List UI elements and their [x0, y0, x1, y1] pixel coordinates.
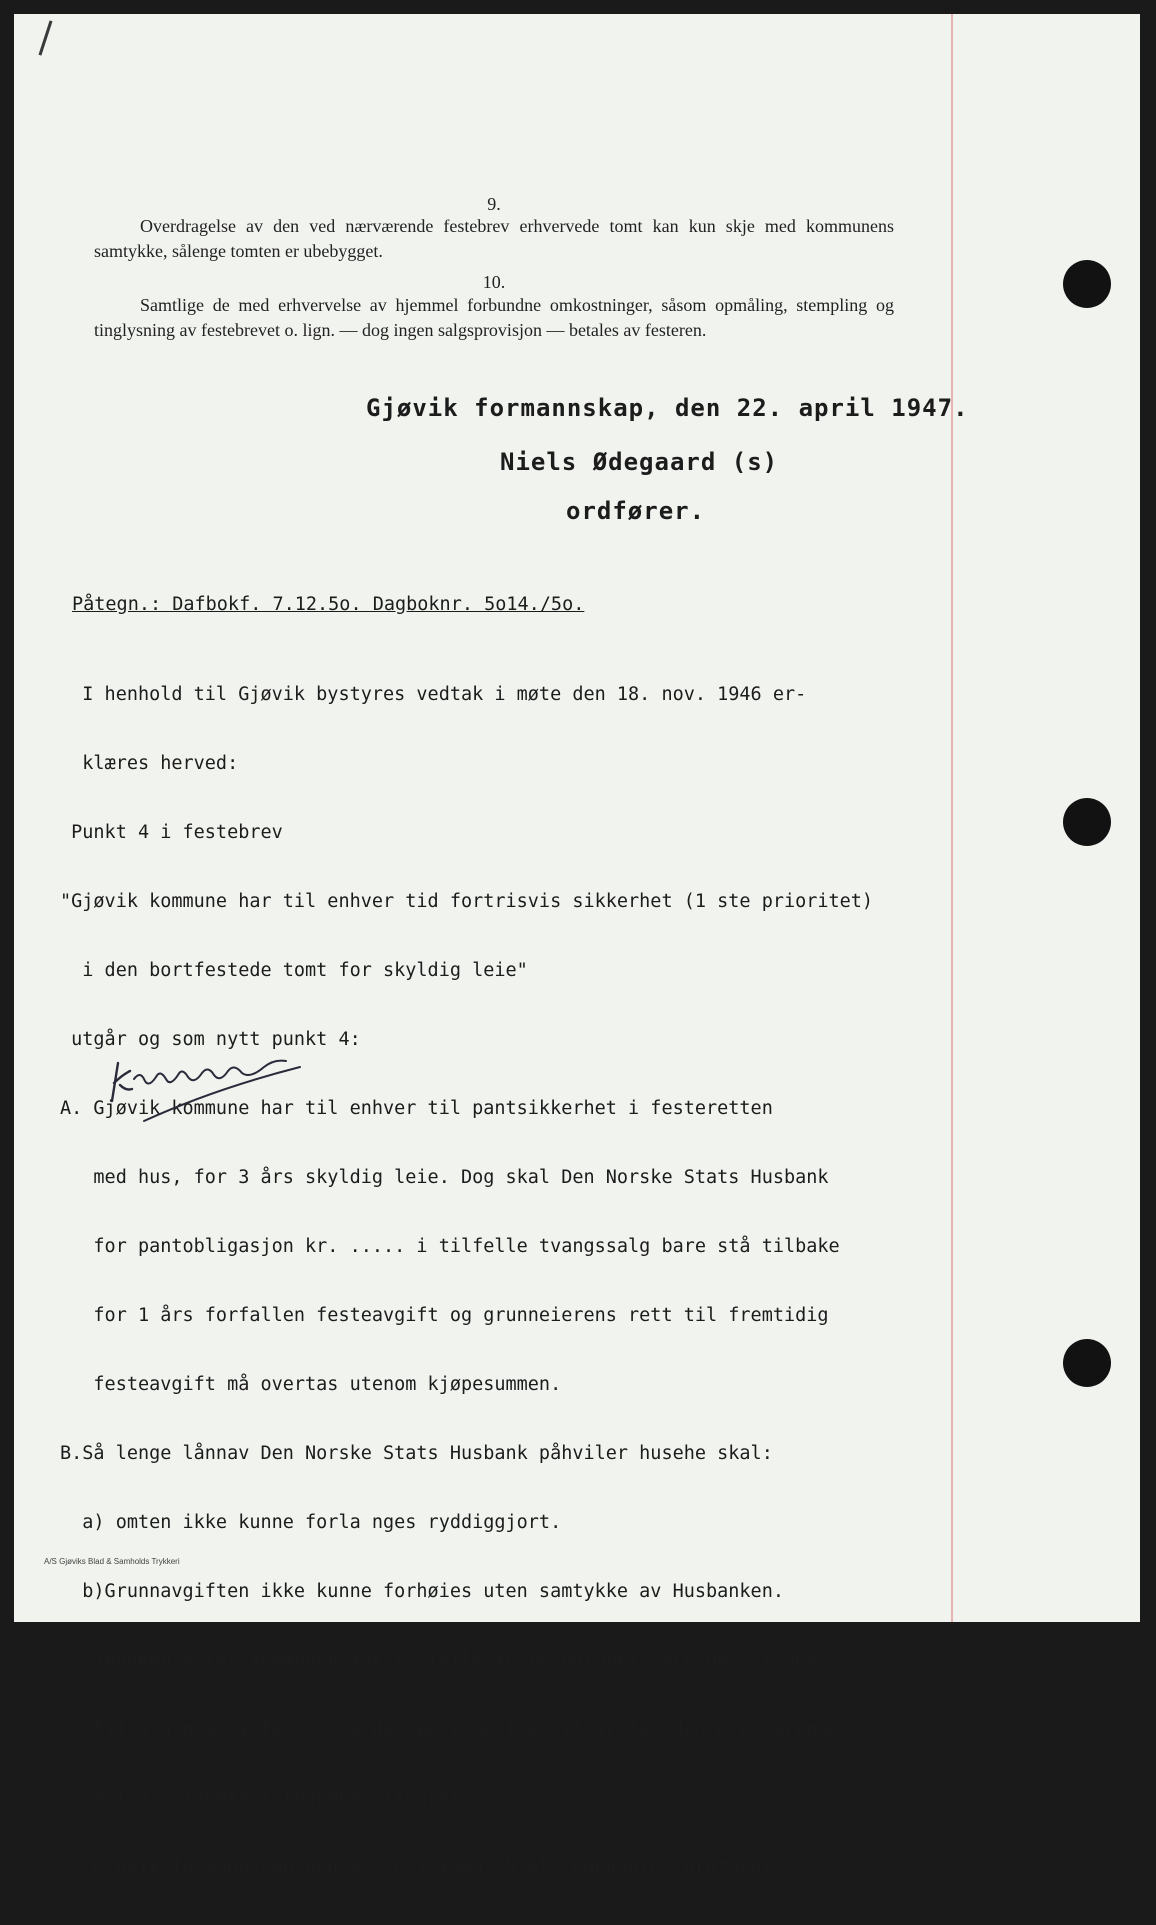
memo-line: I henhold til Gjøvik bystyres vedtak i møte den 18. nov. 1946 er- — [60, 684, 807, 705]
memo-line: a) omten ikke kunne forla nges ryddiggjort. — [60, 1512, 562, 1533]
signature-name: Niels Ødegaard (s) — [500, 448, 779, 476]
punch-hole-icon — [1063, 260, 1111, 308]
document-page — [14, 14, 1140, 1878]
memo-header: Påtegn.: Dafbokf. 7.12.5o. Dagboknr. 5o14./5o. — [72, 594, 585, 615]
punch-hole-icon — [1063, 798, 1111, 846]
signature-title: ordfører. — [566, 497, 706, 525]
memo-line: b)Grunnavgiften ikke kunne forhøies uten samtykke av Husbanken. — [60, 1581, 784, 1602]
memo-line: klæres herved: — [60, 753, 239, 774]
memo-line: utgår og som nytt punkt 4: — [60, 1029, 361, 1050]
memo-line: for 1 års forfallen festeavgift og grunneierens rett til fremtidig — [60, 1305, 829, 1326]
section-9-number: 9. — [487, 194, 501, 214]
punch-hole-icon — [1063, 1339, 1111, 1387]
memo-line: A. Gjøvik kommune har til enhver til pantsikkerhet i festeretten — [60, 1098, 773, 1119]
memo-line: c)Banken eller kommunen for tilfelle fesreledighet være berettiget — [60, 1650, 818, 1671]
memo-line: festeavgift må overtas utenom kjøpesummen. — [60, 1374, 562, 1395]
memo-line: Punkt 4 i festebrev — [60, 822, 283, 843]
handwritten-signature — [104, 1049, 324, 1129]
memo-line: "Gjøvik kommune har til enhver tid fortrisvis sikkerhet (1 ste prioritet) — [60, 891, 874, 912]
pen-mark — [39, 20, 53, 55]
memo-line: for pantobligasjon kr. ..... i tilfelle tvangssalg bare stå tilbake — [60, 1236, 840, 1257]
margin-rule — [951, 14, 953, 1622]
section-9-text: Overdragelse av den ved nærværende festebrev erhvervede tomt kan kun skje med kommunens samtykke, sålenge tomten er ubebygget. — [94, 216, 894, 261]
memo-line: Gjøvik formannskap den 9. juli 1949. Niels Ødegaard. ordfører. — [60, 1857, 784, 1878]
memo-body — [60, 637, 873, 1925]
memo-line: til å a-nta ny fester på de opprinnelige vilkår for den gje værende — [60, 1719, 840, 1740]
memo-line: i den bortfestede tomt for skyldig leie" — [60, 960, 528, 981]
section-10-text: Samtlige de med erhvervelse av hjemmel forbundne omkostninger, såsom opmåling, stempling og tinglysning av festebrevet o. lign. — dog ingen salgsprovisjon — betales av festeren. — [94, 295, 894, 340]
signature-place-date: Gjøvik formannskap, den 22. april 1947. — [366, 394, 969, 422]
memo-line: B.Så lenge lånnav Den Norske Stats Husbank påhviler husehe skal: — [60, 1443, 773, 1464]
section-10-number: 10. — [482, 272, 506, 292]
printer-imprint: A/S Gjøviks Blad & Samholds Trykkeri — [44, 1557, 180, 1566]
memo-line: del a v lånets tilbakebetalingstid. — [60, 1788, 484, 1809]
memo-line: med hus, for 3 års skyldig leie. Dog skal Den Norske Stats Husbank — [60, 1167, 829, 1188]
